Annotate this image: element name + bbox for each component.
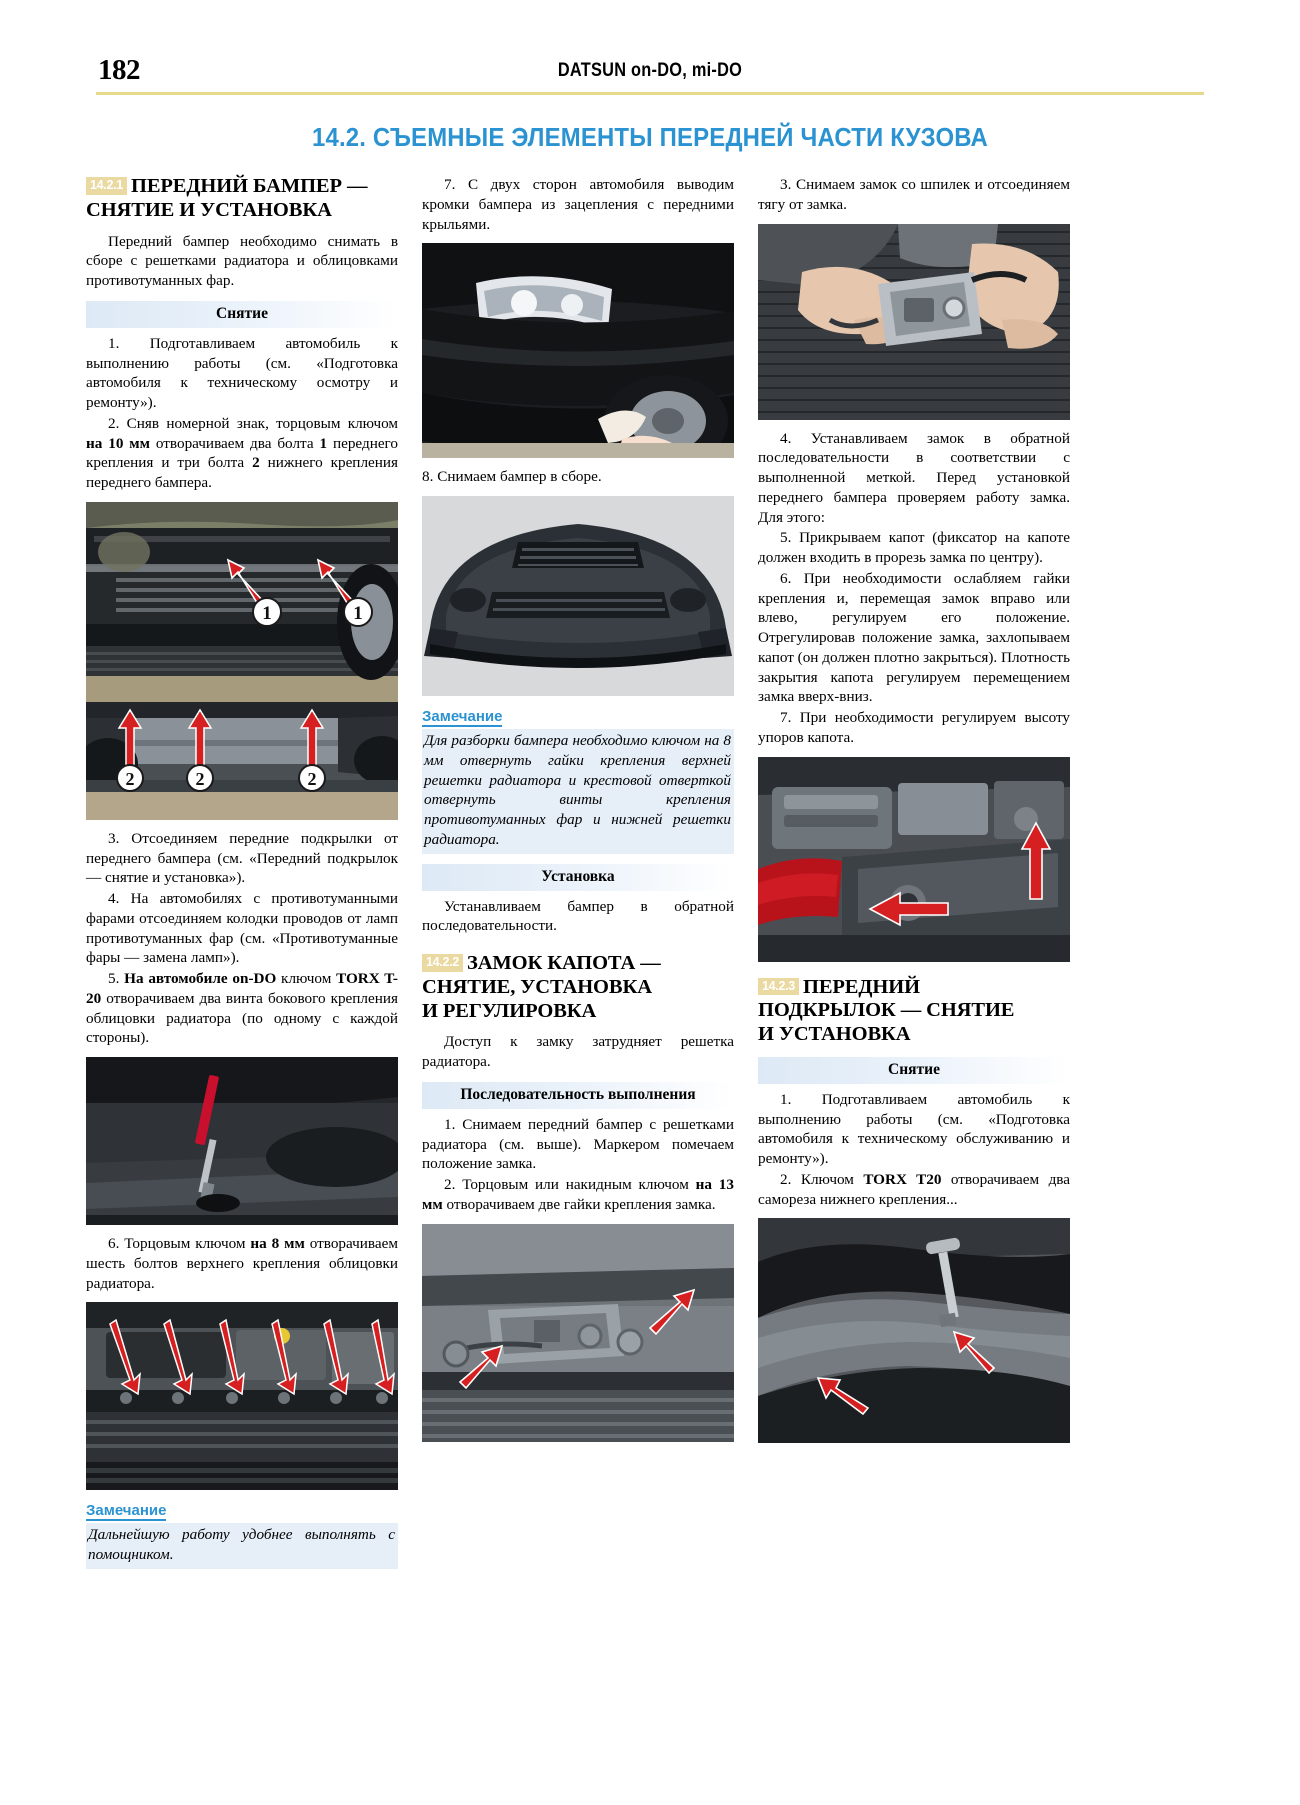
svg-text:2: 2	[307, 768, 317, 789]
svg-text:2: 2	[125, 768, 135, 789]
mid-install-text: Устанавливаем бампер в обратной последовательности.	[422, 897, 734, 935]
photo-hood-latch-nuts	[422, 1224, 734, 1442]
model-name: DATSUN on-DO, mi-DO	[557, 60, 743, 81]
left-step-1: 1. Подготавливаем автомобиль к выполнению работы (см. «Подготовка автомобиля к техническому осмотру и ремонту»).	[86, 334, 398, 412]
right-r-step-1: 1. Подготавливаем автомобиль к выполнению работы (см. «Подготовка автомобиля к техническому обслуживанию и ремонту»).	[758, 1090, 1070, 1168]
photo-hood-stops-adjust	[758, 757, 1070, 962]
bar-removal-left: Снятие	[86, 301, 398, 328]
mid-step-2: 2. Торцовым или накидным ключом на 13 мм отворачиваем две гайки крепления замка.	[422, 1176, 734, 1213]
mid-step-8: 8. Снимаем бампер в сборе.	[422, 468, 602, 486]
right-r-step-2: 2. Ключом TORX T20 отворачиваем два самореза нижнего крепления...	[758, 1170, 1071, 1208]
heading-text-line1: ПЕРЕДНИЙ БАМПЕР —	[130, 175, 368, 197]
note-title-left: Замечание	[86, 1502, 167, 1520]
header-rule	[96, 92, 1204, 95]
note-title-middle: Замечание	[422, 708, 503, 725]
column-left	[86, 175, 398, 1773]
heading-14-2-3-line2: ПОДКРЫЛОК — СНЯТИЕ	[758, 999, 1015, 1022]
right-step-4: 4. Устанавливаем замок в обратной последовательности в соответствии с выполненной меткой. Перед установкой переднего бампера проверяем работу замка. Для этого:	[758, 429, 1070, 526]
photo-wheel-arch-liner	[758, 1218, 1070, 1443]
bar-install-middle: Установка	[422, 864, 734, 891]
heading-text-line2: СНЯТИЕ И УСТАНОВКА	[86, 198, 332, 221]
column-right	[758, 175, 1070, 1773]
svg-text:1: 1	[262, 602, 272, 624]
column-middle	[422, 175, 734, 1773]
mid-step-1: 1. Снимаем передний бампер с решетками радиатора (см. выше). Маркером помечаем положение замка.	[422, 1115, 734, 1173]
left-step-6: 6. Торцовым ключом на 8 мм отворачиваем шесть болтов верхнего крепления облицовки радиатора.	[86, 1235, 398, 1292]
page-header	[80, 52, 1220, 98]
heading-14-2-2-line3: И РЕГУЛИРОВКА	[422, 999, 597, 1022]
svg-text:1: 1	[353, 602, 363, 624]
note-body-middle: Для разборки бампера необходимо ключом на 8 мм отвернуть гайки крепления верхней решетки радиатора и крестовой отверткой отвернуть винты крепления противотуманных фар и нижней решетки радиатора.	[422, 729, 734, 854]
svg-text:2: 2	[195, 768, 205, 789]
photo-removed-bumper	[422, 496, 734, 696]
bar-removal-right: Снятие	[758, 1057, 1070, 1084]
heading-14-2-2-line2: СНЯТИЕ, УСТАНОВКА	[422, 975, 652, 998]
left-step-3: 3. Отсоединяем передние подкрылки от переднего бампера (см. «Передний подкрылок — снятие и установка»).	[86, 829, 398, 887]
heading-14-2-2-line1: ЗАМОК КАПОТА —	[466, 952, 661, 974]
heading-14-2-1	[86, 175, 398, 223]
section-title: 14.2. СЪЕМНЫЕ ЭЛЕМЕНТЫ ПЕРЕДНЕЙ ЧАСТИ КУЗОВА	[311, 122, 989, 152]
photo-radiator-trim-screw	[86, 1057, 398, 1225]
intro-paragraph: Передний бампер необходимо снимать в сборе с решетками радиатора и облицовками противотуманных фар.	[86, 232, 398, 290]
left-step-4: 4. На автомобилях с противотуманными фарами отсоединяем колодки проводов от ламп противотуманных фар (см. «Противотуманные фары — замена ламп»).	[86, 890, 398, 967]
mid-step-7: 7. С двух сторон автомобиля выводим кромки бампера из зацепления с передними крыльями.	[422, 176, 734, 233]
note-middle	[422, 708, 734, 854]
right-step-5: 5. Прикрываем капот (фиксатор на капоте должен входить в прорезь замка по центру).	[758, 529, 1070, 566]
section-badge-14-2-3: 14.2.3	[758, 978, 799, 996]
left-step-2: 2. Сняв номерной знак, торцовым ключом на 10 мм отворачиваем два болта 1 переднего крепления и три болта 2 нижнего крепления переднего бампера.	[86, 414, 399, 492]
right-step-6: 6. При необходимости ослабляем гайки крепления и, перемещая замок вправо или влево, регулируем его положение. Отрегулировав положение замка, захлопываем капот (он должен плотно закрыться). Плотность закрытия капота регулируем перемещением замка вверх-вниз.	[758, 569, 1070, 706]
photo-bumper-fasteners	[86, 502, 398, 702]
right-step-3: 3. Снимаем замок со шпилек и отсоединяем тягу от замка.	[758, 176, 1070, 213]
right-step-7: 7. При необходимости регулируем высоту упоров капота.	[758, 709, 1070, 746]
heading-14-2-2	[422, 952, 734, 1023]
note-body-left: Дальнейшую работу удобнее выполнять с помощником.	[86, 1523, 398, 1569]
mid-access-text: Доступ к замку затрудняет решетка радиатора.	[422, 1033, 734, 1071]
content-columns	[86, 175, 1220, 1773]
heading-14-2-3-line1: ПЕРЕДНИЙ	[802, 975, 920, 998]
heading-14-2-3	[758, 976, 1070, 1047]
bar-sequence-middle: Последовательность выполнения	[422, 1082, 734, 1109]
section-badge-14-2-1: 14.2.1	[86, 177, 127, 195]
photo-latch-in-hands	[758, 224, 1070, 420]
page-number: 182	[98, 54, 140, 86]
photo-bumper-lower-fasteners	[86, 702, 398, 820]
section-badge-14-2-2: 14.2.2	[422, 954, 463, 972]
photo-six-trim-bolts	[86, 1302, 398, 1490]
heading-14-2-3-line3: И УСТАНОВКА	[758, 1023, 911, 1046]
note-left	[86, 1502, 398, 1569]
photo-bumper-edge-release	[422, 243, 734, 458]
left-step-5: 5. На автомобиле on-DO ключом TORX T-20 отворачиваем два винта бокового крепления облицовки радиатора (по одному с каждой стороны).	[86, 970, 398, 1047]
